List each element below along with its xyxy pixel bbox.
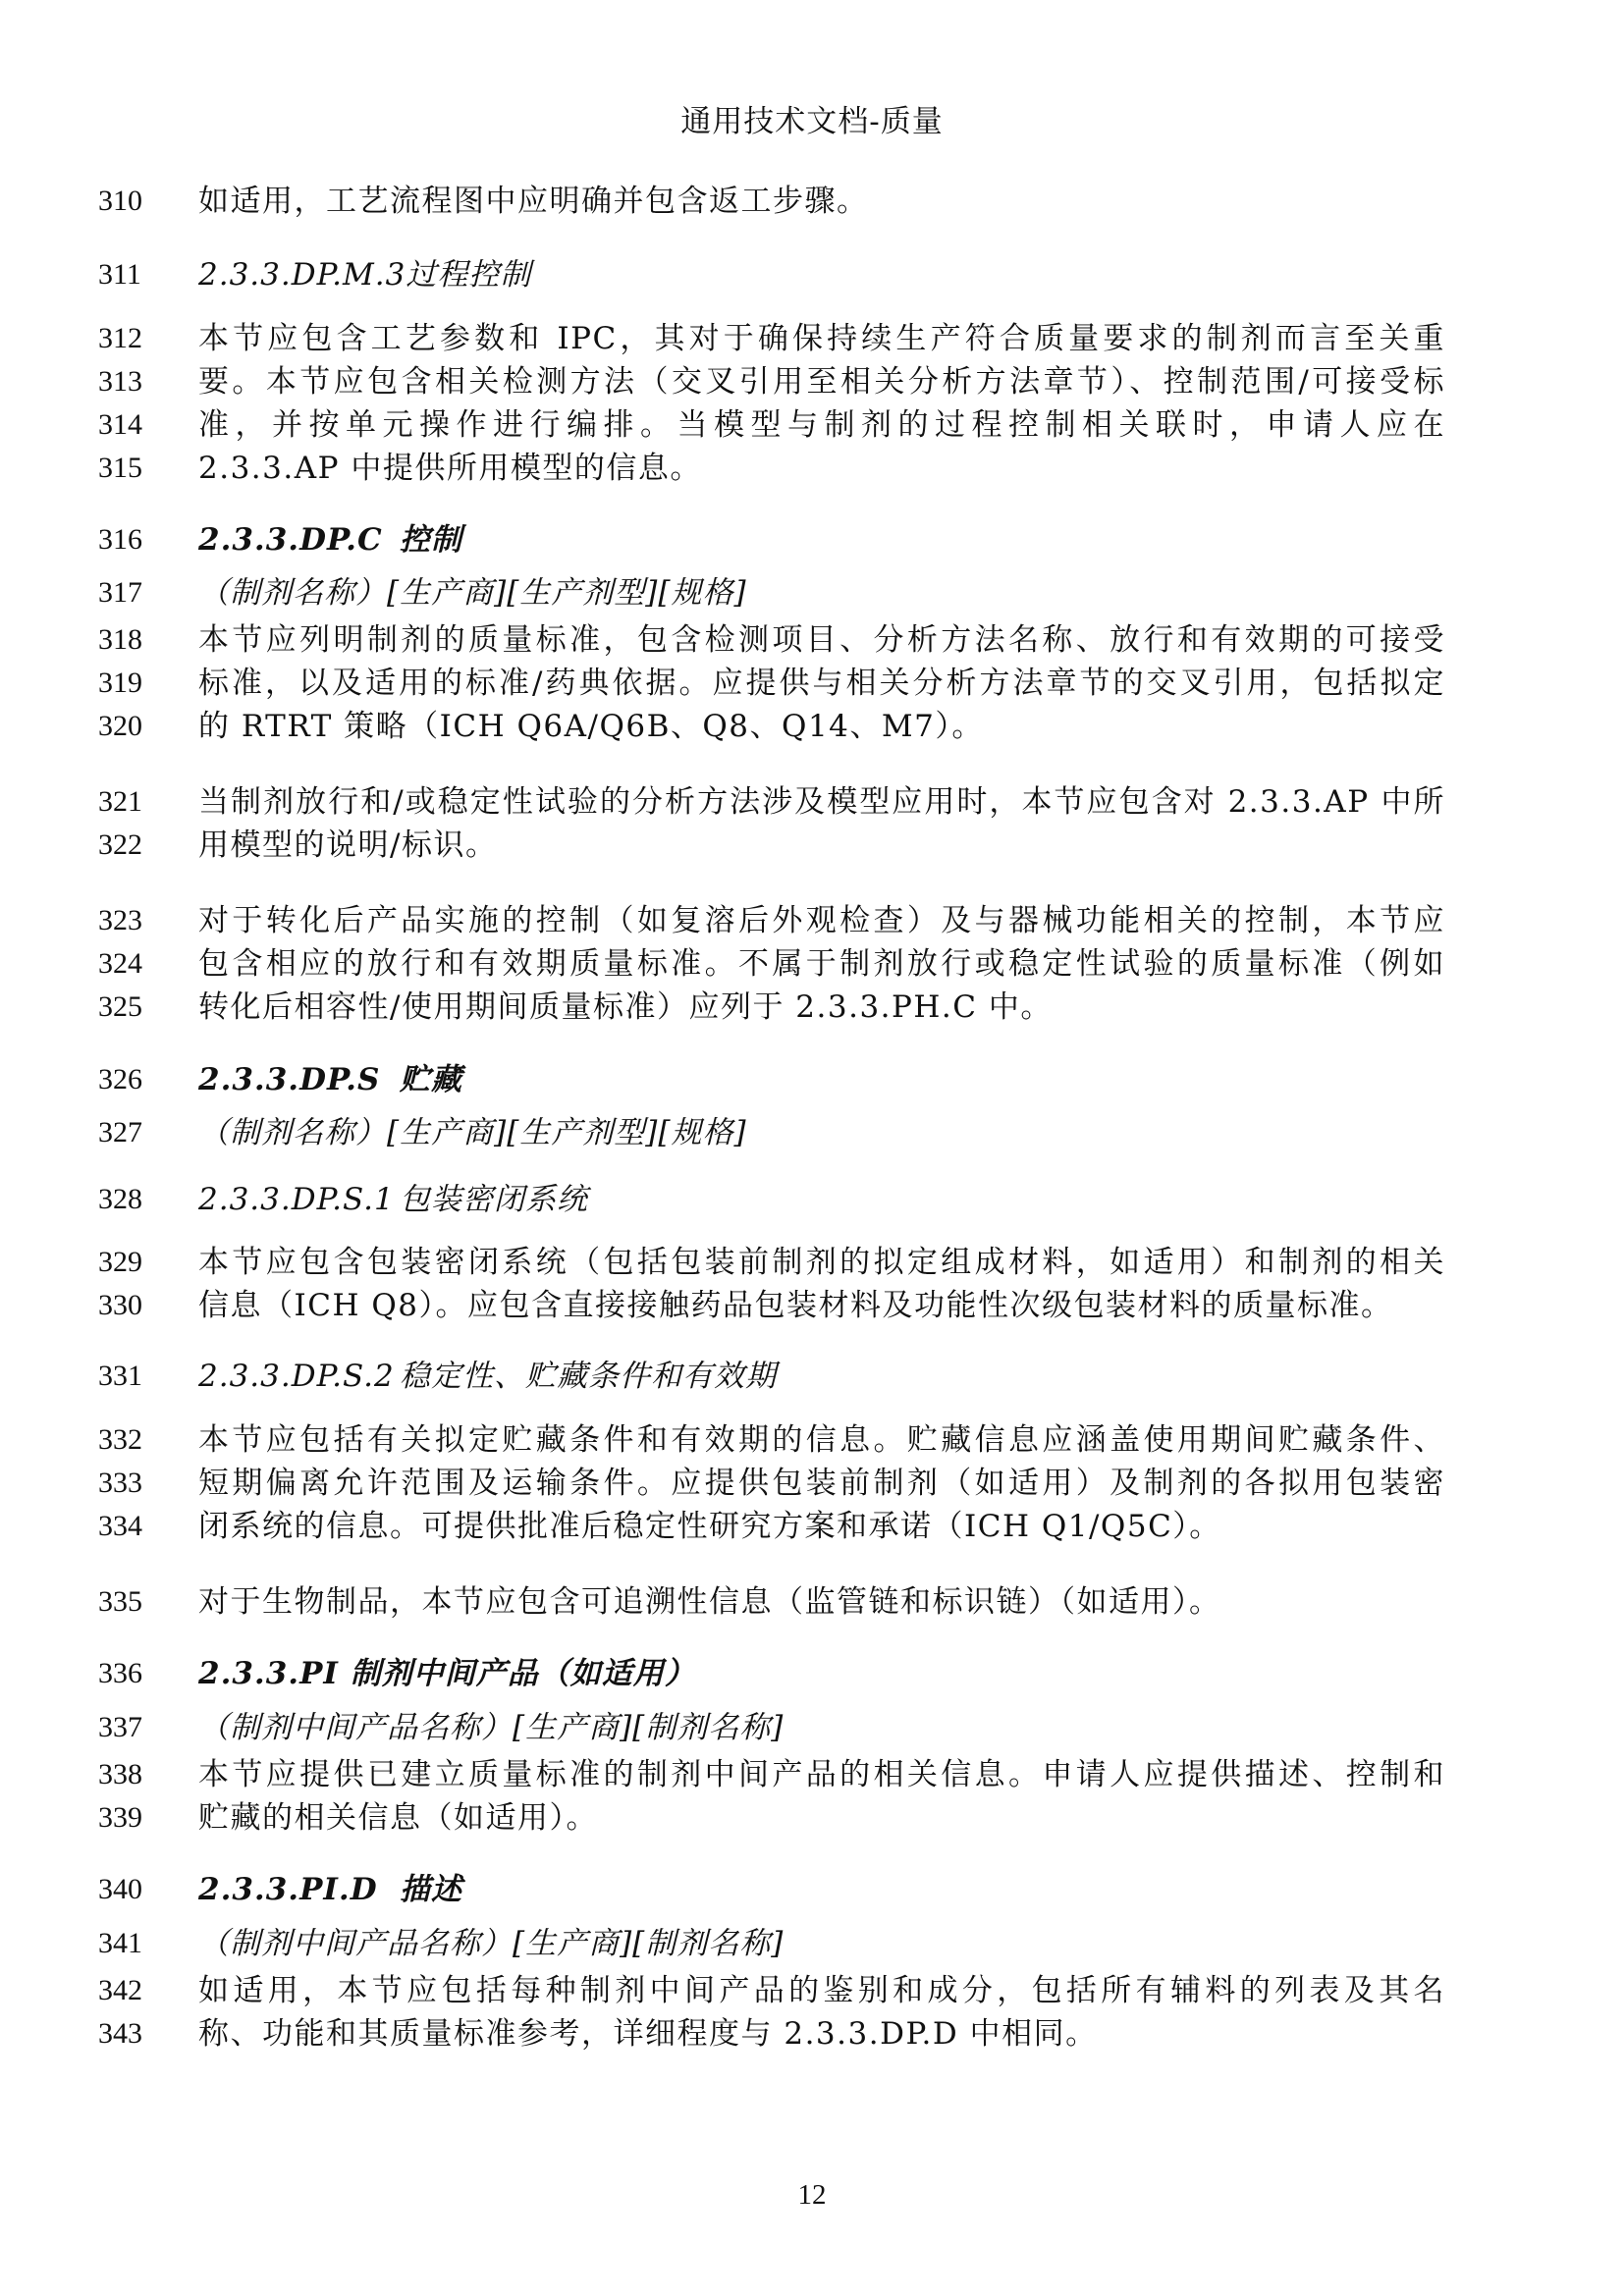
line-number: 326 bbox=[98, 1063, 142, 1095]
paragraph-text: （制剂中间产品名称）[生产商][制剂名称] bbox=[198, 1926, 785, 1961]
paragraph-text: 2.3.3.AP 中提供所用模型的信息。 bbox=[198, 451, 702, 486]
section-code: 2.3.3.DP.C bbox=[198, 522, 383, 558]
section-code: 2.3.3.DP.S.2 bbox=[198, 1359, 395, 1394]
document-line bbox=[0, 899, 1624, 942]
line-number: 312 bbox=[98, 322, 142, 354]
document-line bbox=[0, 571, 1624, 614]
paragraph-text: 用模型的说明/标识。 bbox=[198, 828, 498, 863]
paragraph-text: 当制剂放行和/或稳定性试验的分析方法涉及模型应用时，本节应包含对 2.3.3.AP 中所 bbox=[198, 784, 1445, 820]
document-line bbox=[0, 942, 1624, 986]
line-text bbox=[198, 1505, 1445, 1548]
paragraph-text: （制剂中间产品名称）[生产商][制剂名称] bbox=[198, 1710, 785, 1745]
line-text bbox=[198, 518, 1445, 561]
line-text bbox=[198, 899, 1445, 942]
line-number: 318 bbox=[98, 623, 142, 656]
line-text bbox=[198, 824, 1445, 867]
section-code: 2.3.3.PI.D bbox=[198, 1872, 378, 1907]
document-line bbox=[0, 1284, 1624, 1327]
paragraph-text: 贮藏的相关信息（如适用）。 bbox=[198, 1800, 598, 1836]
line-text bbox=[198, 403, 1445, 447]
line-text bbox=[198, 1178, 1445, 1221]
line-number: 340 bbox=[98, 1873, 142, 1905]
paragraph-text: （制剂名称）[生产商][生产剂型][规格] bbox=[198, 575, 747, 611]
line-number: 337 bbox=[98, 1711, 142, 1743]
page-header: 通用技术文档-质量 bbox=[680, 104, 944, 139]
line-text bbox=[198, 571, 1445, 614]
line-text bbox=[198, 1284, 1445, 1327]
document-line bbox=[0, 518, 1624, 561]
line-text bbox=[198, 986, 1445, 1029]
paragraph-text: 短期偏离允许范围及运输条件。应提供包装前制剂（如适用）及制剂的各拟用包装密 bbox=[198, 1466, 1445, 1501]
document-line bbox=[0, 1796, 1624, 1840]
line-text bbox=[198, 360, 1445, 403]
line-text bbox=[198, 1111, 1445, 1154]
document-line bbox=[0, 253, 1624, 296]
paragraph-text: 标准，以及适用的标准/药典依据。应提供与相关分析方法章节的交叉引用，包括拟定 bbox=[198, 666, 1445, 701]
line-number: 321 bbox=[98, 785, 142, 818]
paragraph-text: 要。本节应包含相关检测方法（交叉引用至相关分析方法章节）、控制范围/可接受标 bbox=[198, 364, 1445, 400]
section-title: 2.3.3.PI 制剂中间产品（如适用） bbox=[198, 1656, 696, 1691]
paragraph-text: 本节应包含工艺参数和 IPC，其对于确保持续生产符合质量要求的制剂而言至关重 bbox=[198, 321, 1445, 356]
section-code: 2.3.3.DP.S bbox=[198, 1062, 381, 1097]
line-text bbox=[198, 780, 1445, 824]
paragraph-text: 如适用，工艺流程图中应明确并包含返工步骤。 bbox=[198, 184, 869, 219]
line-text bbox=[198, 447, 1445, 490]
line-number: 311 bbox=[98, 258, 141, 291]
line-text bbox=[198, 1355, 1445, 1398]
line-text bbox=[198, 2012, 1445, 2056]
section-title: 贮藏 bbox=[400, 1062, 462, 1097]
line-text bbox=[198, 705, 1445, 748]
line-text bbox=[198, 942, 1445, 986]
document-line bbox=[0, 1706, 1624, 1749]
paragraph-text: 对于转化后产品实施的控制（如复溶后外观检查）及与器械功能相关的控制，本节应 bbox=[198, 903, 1445, 938]
section-title: 包装密闭系统 bbox=[400, 1182, 588, 1217]
document-line bbox=[0, 780, 1624, 824]
line-number: 327 bbox=[98, 1116, 142, 1148]
line-number: 323 bbox=[98, 904, 142, 936]
paragraph-text: 转化后相容性/使用期间质量标准）应列于 2.3.3.PH.C 中。 bbox=[198, 989, 1053, 1025]
line-text bbox=[198, 662, 1445, 705]
paragraph-text: 本节应列明制剂的质量标准，包含检测项目、分析方法名称、放行和有效期的可接受 bbox=[198, 622, 1445, 658]
line-number: 333 bbox=[98, 1467, 142, 1499]
line-number: 317 bbox=[98, 576, 142, 609]
line-text bbox=[198, 1969, 1445, 2012]
page-number: 12 bbox=[797, 2179, 827, 2211]
paragraph-text: （制剂名称）[生产商][生产剂型][规格] bbox=[198, 1115, 747, 1150]
line-number: 336 bbox=[98, 1657, 142, 1689]
line-number: 341 bbox=[98, 1927, 142, 1959]
line-number: 343 bbox=[98, 2017, 142, 2050]
document-line bbox=[0, 1868, 1624, 1911]
document-line bbox=[0, 1969, 1624, 2012]
paragraph-text: 包含相应的放行和有效期质量标准。不属于制剂放行或稳定性试验的质量标准（例如 bbox=[198, 946, 1445, 982]
document-line bbox=[0, 1462, 1624, 1505]
document-line bbox=[0, 1178, 1624, 1221]
line-text bbox=[198, 1418, 1445, 1462]
document-line bbox=[0, 1652, 1624, 1695]
line-text bbox=[198, 1753, 1445, 1796]
document-line bbox=[0, 824, 1624, 867]
line-number: 319 bbox=[98, 667, 142, 699]
paragraph-text: 本节应提供已建立质量标准的制剂中间产品的相关信息。申请人应提供描述、控制和 bbox=[198, 1757, 1445, 1792]
section-title: 过程控制 bbox=[406, 257, 532, 293]
document-line bbox=[0, 1505, 1624, 1548]
paragraph-text: 闭系统的信息。可提供批准后稳定性研究方案和承诺（ICH Q1/Q5C）。 bbox=[198, 1509, 1221, 1544]
line-number: 339 bbox=[98, 1801, 142, 1834]
line-text bbox=[198, 1652, 1445, 1695]
document-line bbox=[0, 1753, 1624, 1796]
paragraph-text: 对于生物制品，本节应包含可追溯性信息（监管链和标识链）（如适用）。 bbox=[198, 1584, 1221, 1620]
paragraph-text: 本节应包括有关拟定贮藏条件和有效期的信息。贮藏信息应涵盖使用期间贮藏条件、 bbox=[198, 1422, 1445, 1458]
line-number: 314 bbox=[98, 408, 142, 441]
line-text bbox=[198, 1868, 1445, 1911]
line-number: 315 bbox=[98, 452, 142, 484]
line-number: 342 bbox=[98, 1974, 142, 2006]
document-line bbox=[0, 447, 1624, 490]
document-line bbox=[0, 2012, 1624, 2056]
line-number: 316 bbox=[98, 523, 142, 556]
line-text bbox=[198, 1706, 1445, 1749]
line-text bbox=[198, 1241, 1445, 1284]
document-line bbox=[0, 618, 1624, 662]
line-number: 330 bbox=[98, 1289, 142, 1321]
line-text bbox=[198, 1580, 1445, 1624]
document-line bbox=[0, 986, 1624, 1029]
document-line bbox=[0, 1058, 1624, 1101]
paragraph-text: 准，并按单元操作进行编排。当模型与制剂的过程控制相关联时，申请人应在 bbox=[198, 407, 1445, 443]
document-line bbox=[0, 1418, 1624, 1462]
line-text bbox=[198, 1922, 1445, 1965]
line-number: 310 bbox=[98, 185, 142, 217]
line-text bbox=[198, 618, 1445, 662]
document-line bbox=[0, 662, 1624, 705]
line-number: 338 bbox=[98, 1758, 142, 1790]
document-line bbox=[0, 1922, 1624, 1965]
line-number: 331 bbox=[98, 1360, 142, 1392]
line-number: 329 bbox=[98, 1246, 142, 1278]
document-line bbox=[0, 705, 1624, 748]
paragraph-text: 如适用，本节应包括每种制剂中间产品的鉴别和成分，包括所有辅料的列表及其名 bbox=[198, 1973, 1445, 2008]
document-line bbox=[0, 180, 1624, 223]
line-number: 332 bbox=[98, 1423, 142, 1456]
line-text bbox=[198, 1796, 1445, 1840]
paragraph-text: 称、功能和其质量标准参考，详细程度与 2.3.3.DP.D 中相同。 bbox=[198, 2016, 1098, 2052]
document-line bbox=[0, 1580, 1624, 1624]
line-text bbox=[198, 1058, 1445, 1101]
document-line bbox=[0, 1241, 1624, 1284]
line-text bbox=[198, 317, 1445, 360]
line-text bbox=[198, 1462, 1445, 1505]
document-line bbox=[0, 317, 1624, 360]
line-number: 334 bbox=[98, 1510, 142, 1542]
section-title: 描述 bbox=[400, 1872, 462, 1907]
line-number: 335 bbox=[98, 1585, 142, 1618]
line-number: 322 bbox=[98, 828, 142, 861]
section-title: 稳定性、贮藏条件和有效期 bbox=[400, 1359, 777, 1394]
document-line bbox=[0, 1111, 1624, 1154]
line-text bbox=[198, 180, 1445, 223]
line-number: 325 bbox=[98, 990, 142, 1023]
line-number: 324 bbox=[98, 947, 142, 980]
line-number: 320 bbox=[98, 710, 142, 742]
section-code: 2.3.3.DP.S.1 bbox=[198, 1182, 395, 1217]
paragraph-text: 信息（ICH Q8）。应包含直接接触药品包装材料及功能性次级包装材料的质量标准。 bbox=[198, 1288, 1393, 1323]
line-number: 313 bbox=[98, 365, 142, 398]
line-number: 328 bbox=[98, 1183, 142, 1215]
paragraph-text: 的 RTRT 策略（ICH Q6A/Q6B、Q8、Q14、M7）。 bbox=[198, 709, 984, 744]
document-line bbox=[0, 403, 1624, 447]
section-title: 控制 bbox=[400, 522, 462, 558]
line-text bbox=[198, 253, 1445, 296]
section-code: 2.3.3.DP.M.3 bbox=[198, 257, 406, 293]
document-line bbox=[0, 1355, 1624, 1398]
paragraph-text: 本节应包含包装密闭系统（包括包装前制剂的拟定组成材料，如适用）和制剂的相关 bbox=[198, 1245, 1445, 1280]
document-line bbox=[0, 360, 1624, 403]
